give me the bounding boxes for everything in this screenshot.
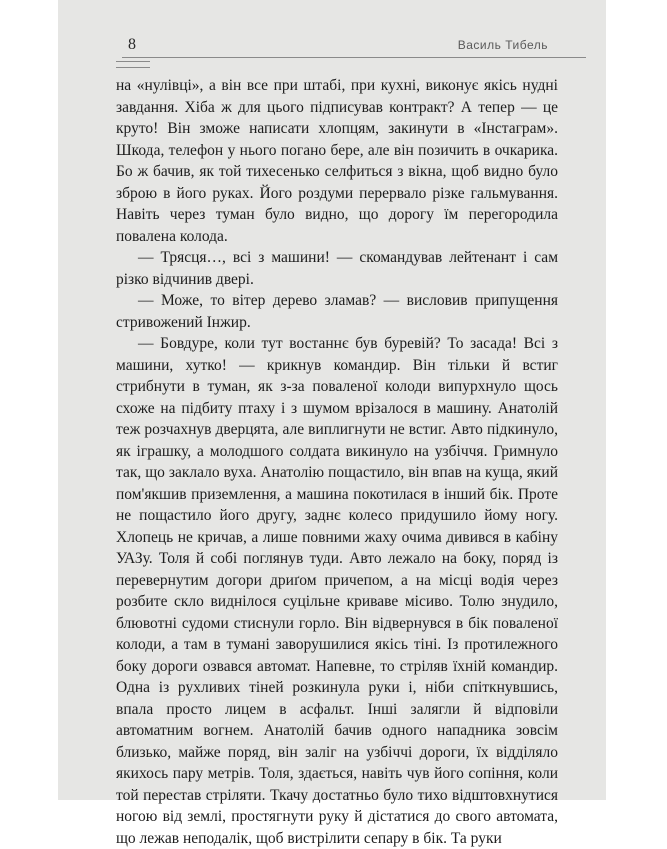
- paragraph-continued: на «нулівці», а він все при штабі, при кухні, виконує якісь нудні завдання. Хіба ж для цього підписував контракт? А тепер — це круто! Він зможе написати хлопцям, закинути в «Інстаграм». Шкода, телефон у нього погано бере, але він позичить в очкарика. Бо ж бачив, як той тихесенько селфиться з вікна, щоб видно було зброю в його руках. Його роздуми перервало різке гальмування. Навіть через туман було видно, що дорогу їм перегородила повалена колода.: [116, 77, 558, 245]
- running-head-author: Василь Тибель: [457, 38, 548, 52]
- page-number: 8: [128, 36, 136, 53]
- body-text: [116, 75, 558, 849]
- header-rule: [122, 57, 586, 58]
- paragraph-dialogue: — Трясця…, всі з машини! — скомандував лейтенант і сам різко відчинив двері.: [116, 249, 558, 288]
- paragraph-narrative: — Бовдуре, коли тут востаннє був буревій? То засада! Всі з машини, хутко! — крикнув командир. Він тільки й встиг стрибнути в туман, як з-за поваленої колоди випурхнуло щось схоже на підбиту птаху і з шумом врізалося в машину. Анатолій теж розчахнув дверцята, але виплигнути не встиг. Авто підкинуло, як іграшку, а молодшого солдата викинуло на узбіччя. Гримнуло так, що заклало вуха. Анатолію пощастило, він впав на куща, який пом'якшив приземлення, а машина покотилася в інший бік. Проте не пощастило його другу, заднє колесо придушило йому ногу. Хлопець не кричав, а лише повними жаху очима дивився в кабіну УАЗу. Толя й собі поглянув туди. Авто лежало на боку, поряд із перевернутим догори дриґом причепом, а на місці водія через розбите скло виднілося суцільне криваве місиво. Толю знудило, блювотні судоми стиснули горло. Він відвернувся в бік поваленої колоди, а там в тумані заворушилися якісь тіні. Із протилежного боку дороги озвався автомат. Напевне, то стріляв їхній командир. Одна із рухливих тіней розкинула руки і, ніби спіткнувшись, впала просто лицем в асфальт. Інші залягли й відповіли автоматним вогнем. Анатолій бачив одного нападника зовсім близько, майже поряд, він заліг на узбіччі дороги, їх відділяло якихось пару метрів. Толя, здається, навіть чув його сопіння, коли той перестав стріляти. Ткачу достатньо було тихо відштовхнутися ногою від землі, простягнути руку й дістатися до свого автомата, що лежав неподалік, щоб вистрілити сепару в бік. Та руки: [116, 335, 558, 847]
- book-page: [58, 0, 606, 847]
- page-number-ornament: [116, 61, 150, 68]
- page-header: [58, 30, 606, 60]
- paragraph-dialogue: — Може, то вітер дерево зламав? — висловив припущення стривожений Інжир.: [116, 292, 558, 331]
